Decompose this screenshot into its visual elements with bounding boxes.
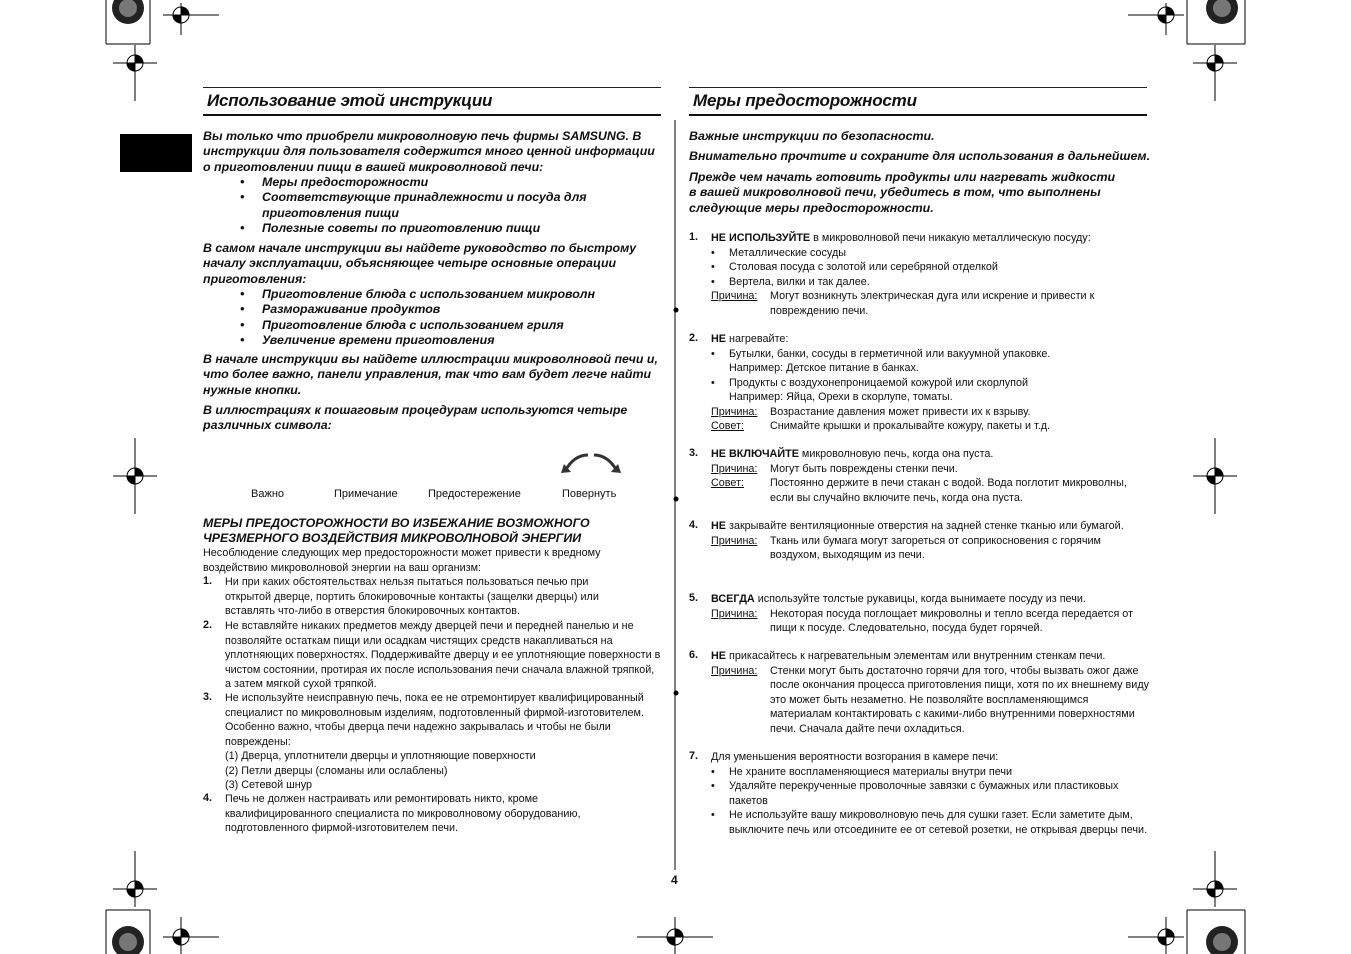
right-title-bottom-rule [689,114,1147,116]
quick-start-bullets [262,287,642,349]
tip-text: Снимайте крышки и прокалывайте кожуру, пакеты и т.д. [770,420,1051,432]
list-item: (2) Петли дверцы (сломаны или ослаблены) [225,764,448,777]
right-title-top-rule [689,87,1147,88]
left-page-title: Использование этой инструкции [207,91,493,110]
quick-start-paragraph: В самом начале инструкции вы найдете руководство по быстрому началу эксплуатации, объясняющее четыре основные операции приготовления: [203,241,637,286]
safety-item-7 [711,750,1151,837]
exposure-item-text: Печь не должен настраивать или ремонтировать никто, кроме квалифицированного специалиста по микроволновому оборудованию, подготовленного фирмой-изготовителем печи. [225,793,581,834]
reason-label: Причина: [711,405,758,418]
list-item: • Приготовление блюда с использованием микроволн [262,287,642,302]
page-number: 4 [671,873,678,887]
reason-text: Ткань или бумага могут загореться от соприкосновения с горячим воздухом, выходящим из печи. [770,534,1101,561]
tip-label: Совет: [711,420,745,432]
safety-item-keyword: НЕ [711,333,726,345]
list-item: • Не храните воспламеняющиеся материалы внутри печи [711,765,1151,780]
exposure-intro: Несоблюдение следующих мер предосторожности может привести к вредному воздействию микроволновой энергии на ваш организм: [203,547,601,574]
safety-item-text: используйте толстые рукавицы, когда вынимаете посуду из печи. [754,593,1086,605]
safety-item-keyword: ВСЕГДА [711,593,755,605]
safety-item-number: 6. [689,649,699,661]
safety-item-text: в микроволновой печи никакую металлическую посуду: [810,232,1091,244]
safety-item-number: 3. [689,447,699,459]
reason-label: Причина: [711,290,758,302]
reason-label: Причина: [711,534,758,547]
safety-item-keyword: НЕ [711,520,726,532]
list-item: • Приготовление блюда с использованием гриля [262,318,642,333]
safety-item-3 [711,447,1149,505]
list-item: (3) Сетевой шнур [225,779,313,791]
list-item: • Размораживание продуктов [262,302,642,317]
right-page-title: Меры предосторожности [693,91,917,110]
list-item: • Полезные советы по приготовлению пищи [262,221,622,236]
reason-text: Могут быть повреждены стенки печи. [770,462,958,475]
safety-item-2 [711,332,1149,434]
tip-text: Постоянно держите в печи стакан с водой. Вода поглотит микроволны, если вы случайно включите печь, когда она пуста. [770,477,1127,504]
list-item: • Вертела, вилки и так далее. [711,275,1149,290]
safety-item-text: нагревайте: [726,333,789,345]
safety-heading: Важные инструкции по безопасности. [689,129,935,143]
reason-text: Могут возникнуть электрическая дуга или искрение и привести к повреждению печи. [770,290,1095,317]
before-cooking-paragraph: Прежде чем начать готовить продукты или нагревать жидкости в вашей микроволновой печи, убедитесь в том, что выполнены следующие меры предосторожности. [689,170,1116,215]
safety-item-4 [711,519,1141,563]
symbol-label-important: Важно [251,488,285,500]
safety-item-keyword: НЕ [711,650,726,662]
safety-item-1 [711,231,1149,318]
reason-label: Причина: [711,664,758,677]
safety-item-6 [711,649,1151,736]
safety-item-text: Для уменьшения вероятности возгорания в камере печи: [711,751,999,763]
list-item: • Меры предосторожности [262,175,622,190]
reason-text: Некоторая посуда поглощает микроволны и тепло всегда передается от пищи к посуде. Следовательно, посуда будет горячей. [770,607,1134,634]
safety-item-keyword: НЕ ВКЛЮЧАЙТЕ [711,448,799,460]
intro-bullets [262,175,622,237]
safety-item-text: закрывайте вентиляционные отверстия на задней стенке тканью или бумагой. [726,520,1124,532]
exposure-item-number: 4. [203,792,213,804]
exposure-item-number: 3. [203,691,213,703]
safety-item-number: 5. [689,592,699,604]
safety-item-text: микроволновую печь, когда она пуста. [798,448,994,460]
symbols-intro-paragraph: В иллюстрациях к пошаговым процедурам используются четыре различных символа: [203,403,628,433]
exposure-item-number: 2. [203,619,213,631]
list-item: • Соответствующие принадлежности и посуда для приготовления пищи [262,190,622,221]
exposure-item-text: Ни при каких обстоятельствах нельзя пытаться пользоваться печью при открытой дверце, портить блокировочные контакты (защелки дверцы) или вставлять что-либо в отверстия блокировочных контактов. [225,576,599,617]
safety-item-5 [711,592,1151,636]
exposure-sub-list [225,749,645,793]
list-item: • Металлические сосуды [711,246,1149,261]
exposure-item-number: 1. [203,575,213,587]
read-keep-line: Внимательно прочтите и сохраните для использования в дальнейшем. [689,149,1151,163]
language-tab-marker [120,134,192,172]
safety-item-number: 7. [689,750,699,762]
safety-item-number: 1. [689,231,699,243]
list-item: • Не используйте вашу микроволновую печь для сушки газет. Если заметите дым, выключите печь или отсоедините ее от сетевой розетки, не открывая дверцы печи. [711,808,1151,837]
safety-item-text: прикасайтесь к нагревательным элементам или внутренним стенкам печи. [726,650,1106,662]
exposure-heading: МЕРЫ ПРЕДОСТОРОЖНОСТИ ВО ИЗБЕЖАНИЕ ВОЗМОЖНОГО ЧРЕЗМЕРНОГО ВОЗДЕЙСТВИЯ МИКРОВОЛНОВОЙ ЭНЕРГИИ [203,516,590,545]
list-item: • Столовая посуда с золотой или серебряной отделкой [711,260,1149,275]
left-title-bottom-rule [203,114,661,116]
list-item: (1) Дверца, уплотнители дверцы и уплотняющие поверхности [225,750,536,762]
safety-item-keyword: НЕ ИСПОЛЬЗУЙТЕ [711,232,811,244]
reason-text: Возрастание давления может привести их к взрыву. [770,405,1031,418]
exposure-item-text: Не используйте неисправную печь, пока ее не отремонтирует квалифицированный специалист по микроволновым изделиям, подготовленный фирмой-изготовителем. Особенно важно, чтобы дверца печи надежно закрывалась и чтобы не были повреждены: [225,692,644,748]
safety-item-number: 2. [689,332,699,344]
symbol-label-rotate: Повернуть [562,488,617,500]
list-item: • Удаляйте перекрученные проволочные завязки с бумажных или пластиковых пакетов [711,779,1151,808]
reason-label: Причина: [711,607,758,620]
intro-paragraph: Вы только что приобрели микроволновую печь фирмы SAMSUNG. В инструкции для пользователя содержится много ценной информации о приготовлении пищи в вашей микроволновой печи: [203,129,655,174]
illustrations-paragraph: В начале инструкции вы найдете иллюстрации микроволновой печи и, что более важно, панели управления, так что вам будет легче найти нужные кнопки. [203,352,658,397]
symbol-label-note: Примечание [334,488,398,500]
reason-text: Стенки могут быть достаточно горячи для того, чтобы вызвать ожог даже после окончания процесса приготовления пищи, хотя по их внешнему виду это может быть незаметно. Не позволяйте воспламеняющимся материалам контактировать с какими-либо внутренними поверхностями печи. Сначала дайте печи охладиться. [770,664,1150,735]
list-item: • Бутылки, банки, сосуды в герметичной или вакуумной упаковке. Например: Детское питание в банках. [711,347,1081,376]
reason-label: Причина: [711,462,758,475]
exposure-item-text: Не вставляйте никаких предметов между дверцей печи и передней панелью и не позволяйте остаткам пищи или осадкам чистящих средств накапливаться на уплотняющих поверхностях. Поддерживайте дверцу и ее уплотняющие поверхности в чистом состоянии, протирая их после использования печи сначала влажной тряпкой, а затем мягкой сухой тряпкой. [225,620,661,690]
rotate-icon [560,449,622,479]
safety-item-number: 4. [689,519,699,531]
left-title-top-rule [203,87,661,88]
symbol-label-caution: Предостережение [428,488,521,500]
list-item: • Увеличение времени приготовления [262,333,642,348]
list-item: • Продукты с воздухонепроницаемой кожурой или скорлупой Например: Яйца, Орехи в скорлупе, томаты. [711,376,1081,405]
tip-label: Совет: [711,477,745,489]
